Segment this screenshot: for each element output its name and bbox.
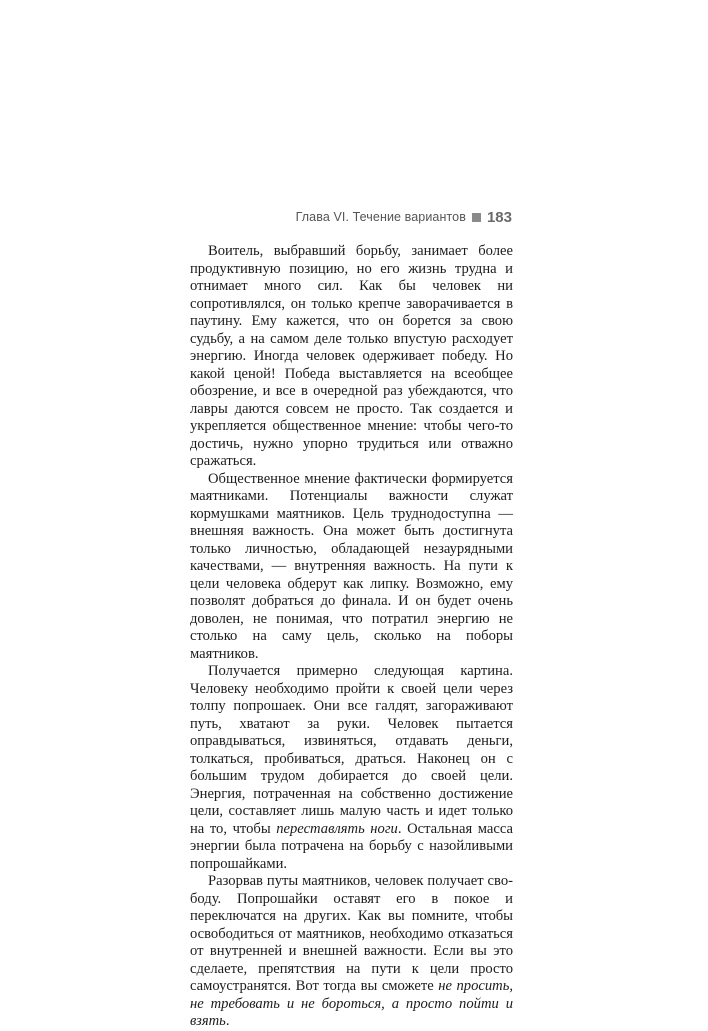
- text-segment: Общественное мнение фактически формируется маятниками. Потенциалы важности служат кормушками маятников. Цель труднодоступна — внешняя важность. Она может быть достигнута только личностью, обладающей незаурядными качествами, — внутренняя важность. На пути к цели человека обдерут как липку. Возможно, ему позволят добраться до финала. И он будет очень доволен, не понимая, что потратил энергию не столько на саму цель, сколько на поборы маятников.: [190, 470, 513, 662]
- italic-phrase: не просить, не требовать и не бороться, а просто пойти и взять: [190, 978, 513, 1029]
- page-number: 183: [486, 208, 512, 226]
- text-segment: .: [225, 1013, 230, 1029]
- paragraph-3: [190, 663, 513, 873]
- text-segment: Воитель, выбравший борьбу, занимает более продуктивную позицию, но его жизнь трудна и отнимает много сил. Как бы человек ни сопротивлялся, он только крепче заворачивается в паутину. Ему кажется, что он борется за свою судьбу, а на самом деле только впустую расходует энергию. Иногда человек одерживает победу. Но какой ценой! Победа выставляется на всеобщее обозрение, и все в очередной раз убеждаются, что лавры даются совсем не просто. Так создается и укрепляется общественное мнение: чтобы чего-то достичь, нужно упорно трудиться или отважно сражаться.: [190, 243, 513, 469]
- paragraph-4: [190, 873, 513, 1031]
- text-segment: Разорвав путы маятников, человек получает свободу. Попрошайки оставят его в покое и переключатся на других. Как вы помните, чтобы освободиться от маятников, необходимо отказаться от внутренней и внешней важности. Если вы это сделаете, препятствия на пути к цели просто самоустранятся. Вот тогда вы сможете: [190, 873, 513, 994]
- text-segment: . Остальная масса энергии была потрачена на борьбу с назойливыми попрошайками.: [190, 820, 513, 872]
- square-bullet-icon: [472, 213, 481, 222]
- body-text: [190, 243, 513, 1031]
- paragraph-2: [190, 471, 513, 664]
- chapter-title: Глава VI. Течение вариантов: [295, 210, 466, 224]
- text-segment: Получается примерно следующая картина. Человеку необходимо пройти к своей цели через толпу попрошаек. Они все галдят, загораживают путь, хватают за руки. Человек пытается оправдываться, извиняться, отдавать деньги, толкаться, пробиваться, драться. Наконец он с большим трудом добирается до своей цели. Энергия, потраченная на собственно достижение цели, составляет лишь малую часть и идет только на то, чтобы: [190, 663, 513, 837]
- italic-phrase: переставлять ноги: [276, 820, 398, 837]
- paragraph-1: [190, 243, 513, 471]
- running-head: [296, 207, 512, 227]
